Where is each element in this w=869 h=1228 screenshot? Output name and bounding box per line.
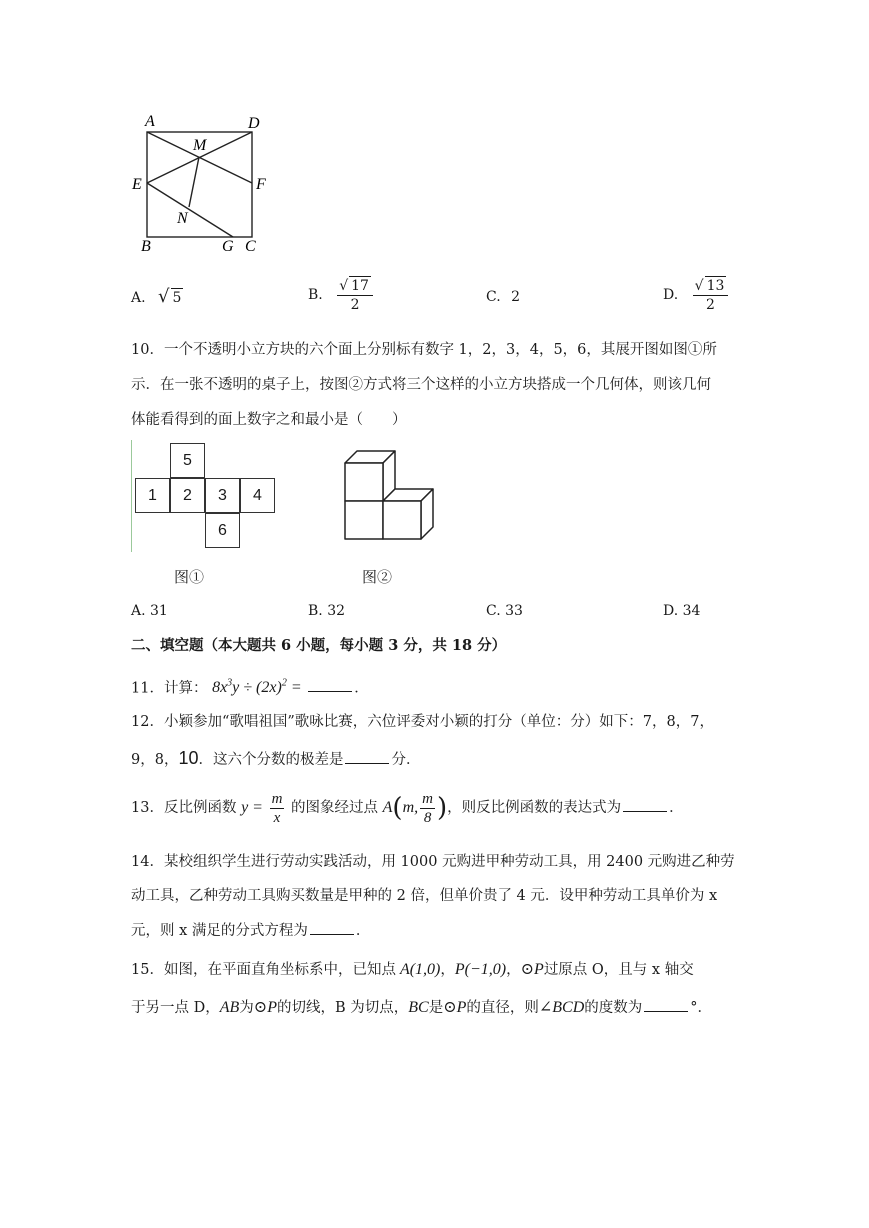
q10-option-d: D. 34 [663, 603, 701, 619]
fig2-caption: 图② [362, 569, 393, 586]
q9-option-b: B. $\frac{√ 17}{2}$ [308, 276, 375, 314]
net-cell-5: 5 [170, 443, 205, 478]
q10-option-c: C. 33 [486, 603, 523, 619]
label-B: B [141, 238, 151, 255]
q14-line1: 14．某校组织学生进行劳动实践活动，用 1000 元购进甲种劳动工具，用 2400 元购进乙种劳 [131, 854, 735, 870]
label-G: G [222, 238, 234, 255]
cubes-figure [340, 445, 440, 540]
q12-line1: 12．小颖参加“歌唱祖国”歌咏比赛，六位评委对小颖的打分（单位：分）如下：7，8，7， [131, 714, 714, 730]
q10-line2: 示．在一张不透明的桌子上，按图②方式将三个这样的小立方块搭成一个几何体，则该几何 [131, 377, 711, 393]
net-cell-2: 2 [170, 478, 205, 513]
label-N: N [177, 210, 188, 227]
q15-line2: 于另一点 D，AB为⊙P的切线，B 为切点，BC是⊙P的直径，则∠BCD的度数为 °． [131, 997, 713, 1016]
label-E: E [132, 176, 142, 193]
q10-line3: 体能看得到的面上数字之和最小是（ ） [131, 412, 407, 428]
q9-figure [125, 110, 275, 260]
label-A: A [145, 113, 155, 130]
q11: 11．计算： $8x^3y \div (2x)^2$ = ． [131, 678, 369, 697]
net-cell-3: 3 [205, 478, 240, 513]
q15-line1: 15．如图，在平面直角坐标系中，已知点 A(1,0)，P(−1,0)，⊙P过原点 O，且与 x 轴交 [131, 959, 694, 978]
q12-line2: 9，8，10．这六个分数的极差是 分． [131, 748, 421, 768]
q10-option-b: B. 32 [308, 603, 346, 619]
q10-option-a: A. 31 [131, 603, 168, 619]
label-C: C [245, 238, 256, 255]
net-cell-1: 1 [135, 478, 170, 513]
label-M: M [193, 137, 207, 154]
label-D: D [248, 115, 260, 132]
q14-line3: 元，则 x 满足的分式方程为 ． [131, 920, 370, 941]
q9-option-a: A. √ 5 [131, 286, 182, 307]
fig1-caption: 图① [174, 569, 205, 586]
q14-line2: 动工具，乙种劳动工具购买数量是甲种的 2 倍，但单价贵了 4 元．设甲种劳动工具单价为 x [131, 888, 718, 904]
q9-option-c: C. 2 [486, 289, 521, 305]
label-F: F [256, 176, 266, 193]
net-cell-4: 4 [240, 478, 275, 513]
q10-line1: 10．一个不透明小立方块的六个面上分别标有数字 1，2，3，4，5，6，其展开图如图①所 [131, 342, 717, 358]
cube-net-figure [131, 440, 282, 552]
q13: 13．反比例函数 y = $\frac{m}{x}$ 的图象经过点 A(m, $\frac{m}{8}$ )，则反比例函数的表达式为 ． [131, 790, 684, 826]
section2-title: 二、填空题（本大题共 6 小题，每小题 3 分，共 18 分） [131, 637, 507, 654]
net-cell-6: 6 [205, 513, 240, 548]
q9-option-d: D. $\frac{√ 13}{2}$ [663, 276, 730, 314]
